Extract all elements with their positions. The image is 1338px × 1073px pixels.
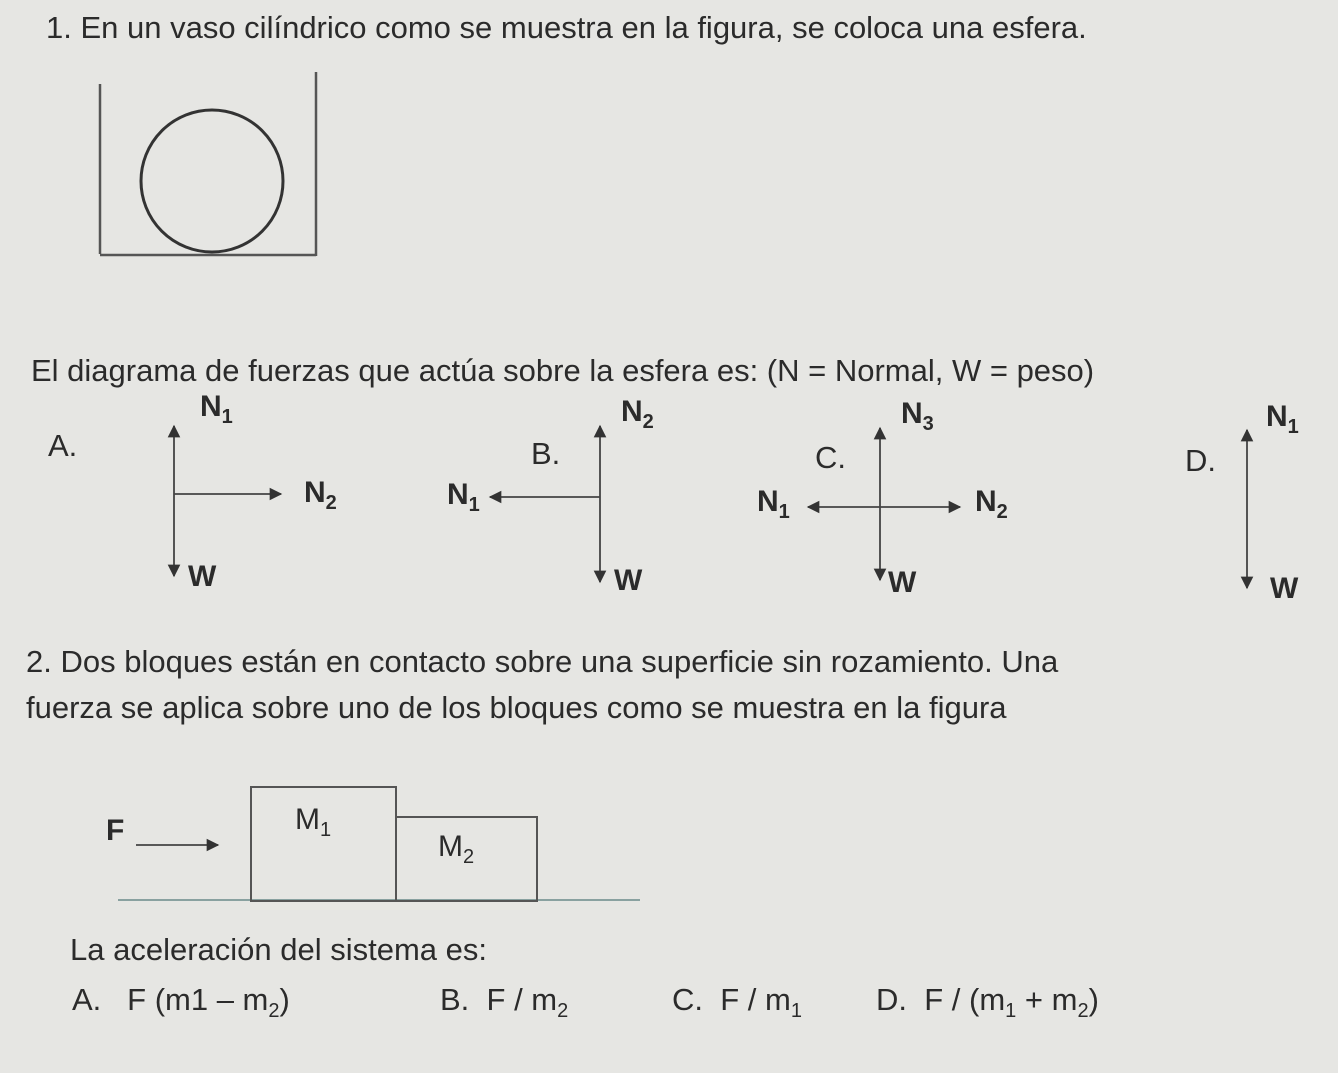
- diagram-c-up-label: $N_3$: [901, 397, 934, 435]
- diagram-d-up-label: $N_1$: [1266, 400, 1299, 438]
- sphere: [141, 110, 283, 252]
- blocks-figure: [118, 787, 640, 901]
- force-label: F: [106, 814, 125, 847]
- diagram-d-down-label: W: [1270, 572, 1299, 605]
- option-c-letter[interactable]: C.: [815, 440, 846, 475]
- diagram-a-arrows: [174, 426, 281, 576]
- cylindrical-vessel: [100, 72, 316, 256]
- question-2-prompt: La aceleración del sistema es:: [70, 932, 488, 967]
- answer-option-c[interactable]: C. F / $m_1$: [672, 982, 802, 1023]
- option-a-letter[interactable]: A.: [48, 428, 78, 463]
- question-1-prompt: El diagrama de fuerzas que actúa sobre la esfera es: (N = Normal, W = peso): [31, 353, 1095, 388]
- diagram-a-right-label: $N_2$: [304, 476, 337, 514]
- block-m2-label: $M_2$: [438, 830, 475, 868]
- option-d-letter[interactable]: D.: [1185, 443, 1216, 478]
- question-1-text: 1. En un vaso cilíndrico como se muestra en la figura, se coloca una esfera.: [46, 10, 1087, 45]
- diagram-b-down-label: W: [614, 564, 643, 597]
- diagram-c-left-label: $N_1$: [757, 485, 790, 523]
- option-b-letter[interactable]: B.: [531, 436, 561, 471]
- diagram-a-up-label: $N_1$: [200, 390, 233, 428]
- diagram-b-left-label: $N_1$: [447, 478, 480, 516]
- answer-option-a[interactable]: A. F $(m1 - m_2)$: [72, 982, 290, 1023]
- answer-option-d[interactable]: D. $F / (m_1 + m_2)$: [876, 982, 1099, 1023]
- block-m1-label: $M_1$: [295, 803, 332, 841]
- diagram-b-up-label: $N_2$: [621, 395, 654, 433]
- diagram-c-down-label: W: [888, 566, 917, 599]
- answer-option-b[interactable]: B. F / $m_2$: [440, 982, 569, 1023]
- question-2-line-1: 2. Dos bloques están en contacto sobre una superficie sin rozamiento. Una: [26, 644, 1059, 679]
- diagram-c-right-label: $N_2$: [975, 485, 1008, 523]
- question-2-line-2: fuerza se aplica sobre uno de los bloques como se muestra en la figura: [26, 690, 1007, 725]
- diagram-a-down-label: W: [188, 560, 217, 593]
